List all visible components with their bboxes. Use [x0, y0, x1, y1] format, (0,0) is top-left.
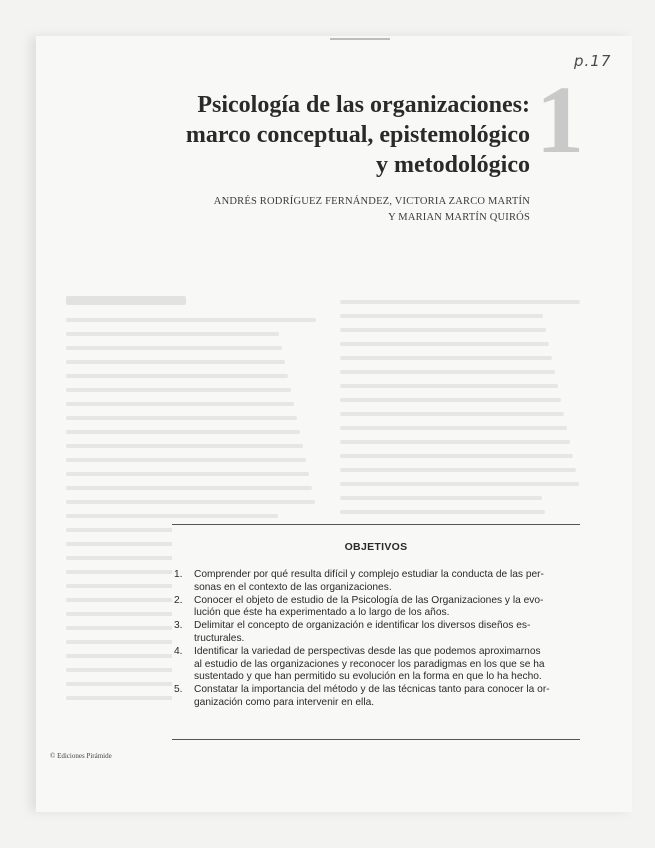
chapter-title-line: marco conceptual, epistemológico [185, 122, 530, 148]
objective-line: Identificar la variedad de perspectivas desde las que podemos aproximarnos [194, 645, 541, 657]
bleed-through-heading [66, 296, 186, 305]
chapter-number: 1 [536, 66, 584, 173]
objectives-box [172, 524, 580, 740]
bleed-through-line [66, 514, 278, 518]
objective-line: Comprender por qué resulta difícil y complejo estudiar la conducta de las per- [194, 569, 544, 580]
top-rule [330, 38, 390, 40]
bleed-through-line [66, 346, 282, 350]
authors-line: Y MARIAN MARTÍN QUIRÓS [388, 212, 530, 223]
chapter-title-line: y metodológico [376, 152, 530, 178]
bleed-through-line [66, 416, 297, 420]
objective-item [174, 595, 574, 621]
bleed-through-line [66, 500, 315, 504]
chapter-title [110, 90, 530, 180]
objectives-heading: OBJETIVOS [344, 541, 408, 553]
bleed-through-line [340, 454, 573, 458]
bleed-through-line [66, 332, 279, 336]
objective-item [174, 684, 574, 710]
objective-text [194, 684, 574, 710]
objective-number: 1. [174, 569, 183, 580]
bleed-through-line [340, 328, 546, 332]
objective-number: 2. [174, 594, 183, 606]
bleed-through-line [340, 356, 552, 360]
objective-number: 5. [174, 684, 183, 696]
objective-line: tructurales. [194, 632, 245, 644]
bleed-through-line [340, 412, 564, 416]
bleed-through-line [340, 314, 543, 318]
objective-text [194, 646, 574, 684]
authors-line: ANDRÉS RODRÍGUEZ FERNÁNDEZ, VICTORIA ZARCO MARTÍN [213, 196, 530, 207]
bleed-through-line [340, 496, 542, 500]
bleed-through-line [66, 472, 309, 476]
bleed-through-line [340, 440, 570, 444]
objective-item [174, 646, 574, 684]
objective-line: Constatar la importancia del método y de las técnicas tanto para conocer la or- [194, 684, 550, 696]
bleed-through-line [66, 388, 291, 392]
objective-number: 3. [174, 620, 183, 632]
bleed-through-line [66, 360, 285, 364]
objective-text [194, 620, 574, 646]
bleed-through-line [340, 482, 579, 486]
publisher-footer: © Ediciones Pirámide [50, 752, 112, 760]
objective-line: sonas en el contexto de las organizaciones. [194, 581, 392, 593]
objective-number: 4. [174, 645, 183, 657]
objective-line: Conocer el objeto de estudio de la Psicología de las Organizaciones y la evo- [194, 594, 544, 606]
bleed-through-line [66, 374, 288, 378]
bleed-through-line [66, 430, 300, 434]
bleed-through-line [66, 318, 316, 322]
objective-item [174, 569, 574, 595]
bleed-through-line [66, 458, 306, 462]
objective-line: Delimitar el concepto de organización e identificar los diversos diseños es- [194, 620, 531, 632]
objective-line: lución que éste ha experimentado a lo largo de los años. [194, 607, 450, 619]
bleed-through-line [66, 402, 294, 406]
bleed-through-line [66, 444, 303, 448]
bleed-through-line [340, 510, 545, 514]
objective-item [174, 620, 574, 646]
bleed-through-line [340, 398, 561, 402]
bleed-through-line [340, 426, 567, 430]
objective-line: sustentado y que han permitido su evolución en la forma en que lo ha hecho. [194, 671, 542, 683]
objective-line: ganización como para intervenir en ella. [194, 696, 375, 708]
objective-text [194, 569, 574, 595]
handwritten-page-note: p.17 [574, 52, 612, 70]
objective-line: al estudio de las organizaciones y reconocer los paradigmas en los que se ha [194, 658, 545, 670]
chapter-authors [110, 194, 530, 226]
objective-text [194, 595, 574, 621]
bleed-through-line [340, 300, 580, 304]
chapter-title-line: Psicología de las organizaciones: [197, 92, 530, 118]
bleed-through-line [340, 342, 549, 346]
bleed-through-line [340, 468, 576, 472]
bleed-through-line [66, 486, 312, 490]
objectives-list [174, 569, 574, 710]
bleed-through-line [340, 384, 558, 388]
bleed-through-line [340, 370, 555, 374]
